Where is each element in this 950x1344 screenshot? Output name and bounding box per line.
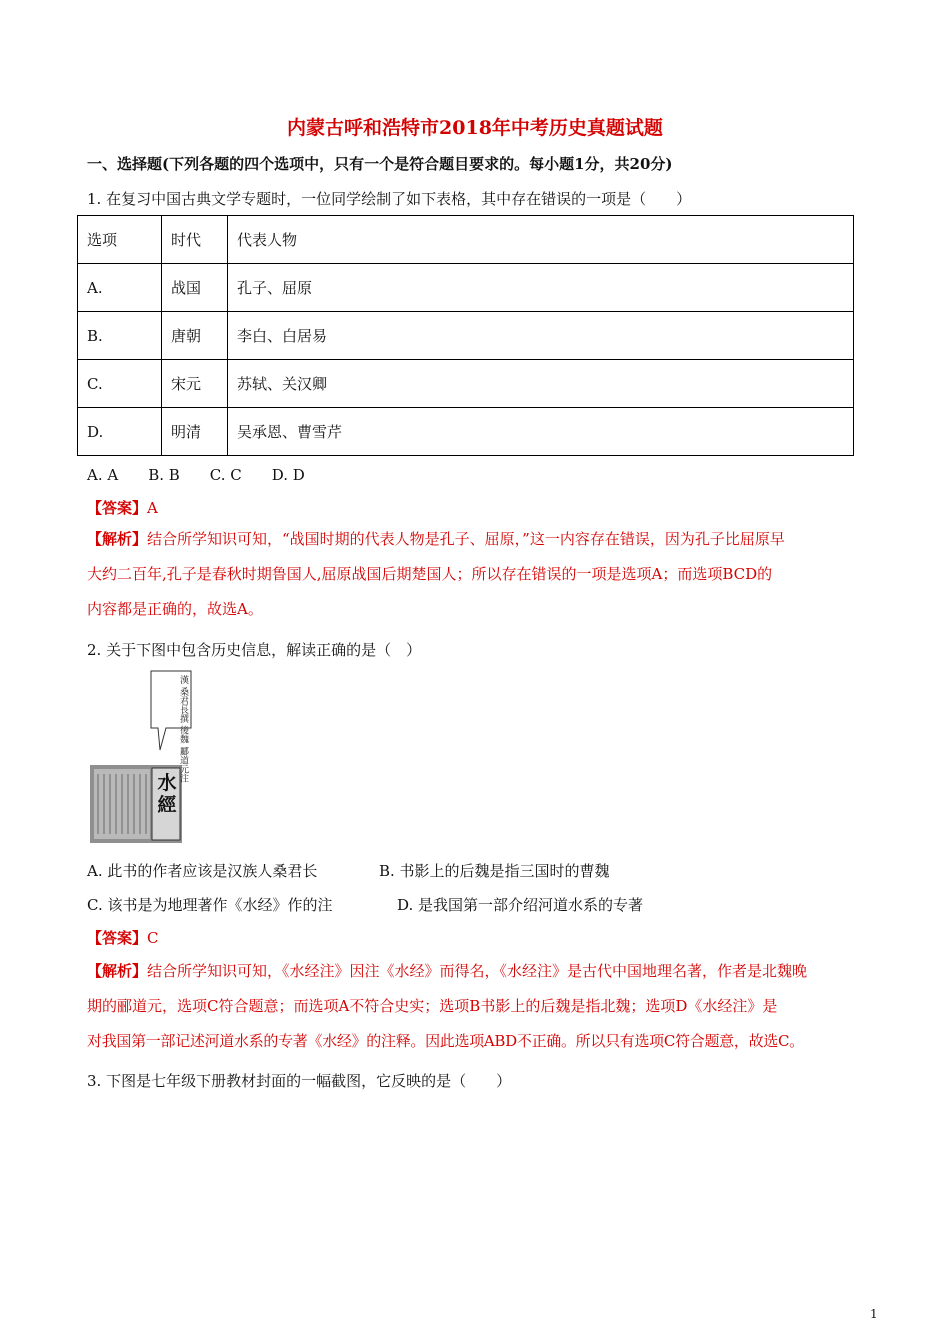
option-b: B. 书影上的后魏是指三国时的曹魏 — [379, 862, 610, 880]
question-3-stem: 3. 下图是七年级下册教材封面的一幅截图，它反映的是（ ） — [87, 1072, 512, 1090]
question-1-answer — [87, 497, 158, 518]
option-a: A. 此书的作者应该是汉族人桑君长 — [87, 862, 318, 880]
cover-title: 水經 — [157, 772, 177, 816]
answer-value: C — [147, 929, 159, 947]
book-cover-figure — [88, 668, 198, 846]
question-2-analysis — [87, 954, 872, 1059]
analysis-tag: 【解析】 — [87, 530, 148, 548]
table-row — [78, 312, 854, 360]
page-number: 1 — [870, 1307, 878, 1321]
analysis-line: 对我国第一部记述河道水系的专著《水经》的注释。因此选项ABD不正确。所以只有选项C符合题意，故选C。 — [87, 1032, 804, 1050]
table-cell: B. — [78, 312, 162, 360]
table-cell: 吴承恩、曹雪芹 — [228, 408, 854, 456]
answer-tag: 【答案】 — [87, 499, 148, 517]
table-row — [78, 408, 854, 456]
analysis-line: 期的郦道元，选项C符合题意；而选项A不符合史实；选项B书影上的后魏是指北魏；选项D《水经注》是 — [87, 997, 778, 1015]
table-header-cell: 选项 — [78, 216, 162, 264]
answer-tag: 【答案】 — [87, 929, 148, 947]
table-header-cell: 代表人物 — [228, 216, 854, 264]
option-c: C. 该书是为地理著作《水经》作的注 — [87, 896, 333, 914]
table-row — [78, 360, 854, 408]
analysis-text: 结合所学知识可知，《水经注》因注《水经》而得名，《水经注》是古代中国地理名著，作者是北魏晚 — [147, 962, 808, 980]
table-cell: C. — [78, 360, 162, 408]
table-cell: 唐朝 — [162, 312, 228, 360]
analysis-line: 内容都是正确的，故选A。 — [87, 600, 263, 618]
question-2-answer — [87, 927, 159, 948]
page-title: 内蒙古呼和浩特市2018年中考历史真题试题 — [287, 117, 663, 139]
table-row — [78, 264, 854, 312]
table-cell: D. — [78, 408, 162, 456]
analysis-line — [87, 954, 872, 989]
table-header-cell: 时代 — [162, 216, 228, 264]
section-heading: 一、选择题(下列各题的四个选项中，只有一个是符合题目要求的。每小题1分，共20分) — [87, 155, 673, 173]
table-cell: 明清 — [162, 408, 228, 456]
answer-value: A — [147, 499, 158, 517]
analysis-line: 大约二百年,孔子是春秋时期鲁国人,屈原战国后期楚国人；所以存在错误的一项是选项A；而选项BCD的 — [87, 565, 773, 583]
question-1-analysis — [87, 522, 872, 627]
bubble-text: 漢 桑君長撰 後魏 酈道元注 — [178, 675, 188, 783]
option-d: D. 是我国第一部介绍河道水系的专著 — [397, 896, 644, 914]
question-2-stem: 2. 关于下图中包含历史信息，解读正确的是（ ） — [87, 641, 422, 659]
table-cell: 苏轼、关汉卿 — [228, 360, 854, 408]
table-cell: 宋元 — [162, 360, 228, 408]
table-cell: A. — [78, 264, 162, 312]
question-1-table — [77, 215, 854, 456]
table-cell: 战国 — [162, 264, 228, 312]
analysis-line — [87, 522, 872, 557]
table-cell: 李白、白居易 — [228, 312, 854, 360]
table-header-row — [78, 216, 854, 264]
table-cell: 孔子、屈原 — [228, 264, 854, 312]
analysis-tag: 【解析】 — [87, 962, 148, 980]
question-1-choices: A. A B. B C. C D. D — [87, 466, 305, 484]
question-1-stem: 1. 在复习中国古典文学专题时，一位同学绘制了如下表格，其中存在错误的一项是（ ） — [87, 190, 692, 208]
analysis-text: 结合所学知识可知，“战国时期的代表人物是孔子、屈原，”这一内容存在错误，因为孔子比屈原早 — [147, 530, 785, 548]
